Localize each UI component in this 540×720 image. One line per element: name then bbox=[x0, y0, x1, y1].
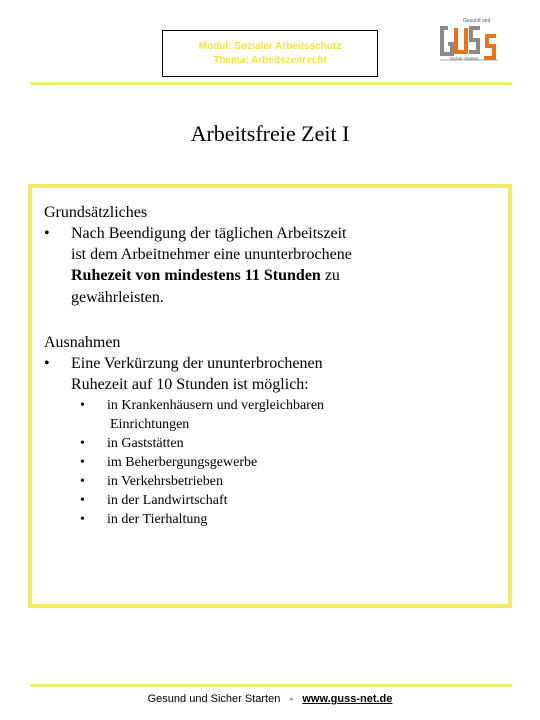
sub-item: in der Landwirtschaft bbox=[107, 493, 228, 508]
page-title: Arbeitsfreie Zeit I bbox=[190, 121, 350, 146]
body-line: Ruhezeit auf 10 Stunden ist möglich: bbox=[71, 376, 309, 393]
body-line: Eine Verkürzung der ununterbrochenen bbox=[71, 355, 323, 372]
bullet: • bbox=[44, 355, 50, 372]
body-line: ist dem Arbeitnehmer eine ununterbrochene bbox=[71, 246, 352, 263]
header-box bbox=[162, 30, 378, 77]
sub-item: in der Tierhaltung bbox=[107, 512, 208, 527]
sub-item: Einrichtungen bbox=[110, 417, 190, 432]
footer bbox=[0, 692, 540, 706]
sub-bullet: • bbox=[80, 398, 85, 413]
logo-top-text: Gesund und bbox=[463, 18, 491, 24]
bullet: • bbox=[44, 225, 50, 242]
sub-bullet: • bbox=[80, 512, 85, 527]
sub-bullet: • bbox=[80, 493, 85, 508]
sub-item: in Verkehrsbetrieben bbox=[107, 474, 223, 489]
footer-text: Gesund und Sicher Starten - bbox=[147, 693, 303, 705]
body-text: zu bbox=[320, 267, 340, 284]
body-line: Nach Beendigung der täglichen Arbeitszeit bbox=[71, 225, 347, 242]
sub-bullet: • bbox=[80, 455, 85, 470]
logo-bottom-text: Sicher Starten bbox=[450, 56, 479, 61]
section-heading-ausnahmen: Ausnahmen bbox=[44, 334, 121, 351]
footer-link[interactable]: www.guss-net.de bbox=[302, 693, 393, 705]
bold-phrase: Ruhezeit von mindestens 11 Stunden bbox=[71, 267, 321, 284]
module-label: Modul: Sozialer Arbeitsschutz bbox=[198, 40, 342, 52]
bottom-divider bbox=[30, 684, 512, 687]
body-line-with-bold bbox=[71, 265, 401, 286]
body-line: gewährleisten. bbox=[71, 289, 164, 306]
sub-item: in Gaststätten bbox=[107, 436, 184, 451]
sub-bullet: • bbox=[80, 474, 85, 489]
topic-label: Thema: Arbeitszeitrecht bbox=[213, 54, 327, 66]
sub-bullet: • bbox=[80, 436, 85, 451]
top-divider bbox=[30, 82, 512, 85]
sub-item: in Krankenhäusern und vergleichbaren bbox=[107, 398, 325, 413]
section-heading-grundsaetzliches: Grundsätzliches bbox=[44, 204, 148, 221]
sub-item: im Beherbergungsgewerbe bbox=[107, 455, 258, 470]
